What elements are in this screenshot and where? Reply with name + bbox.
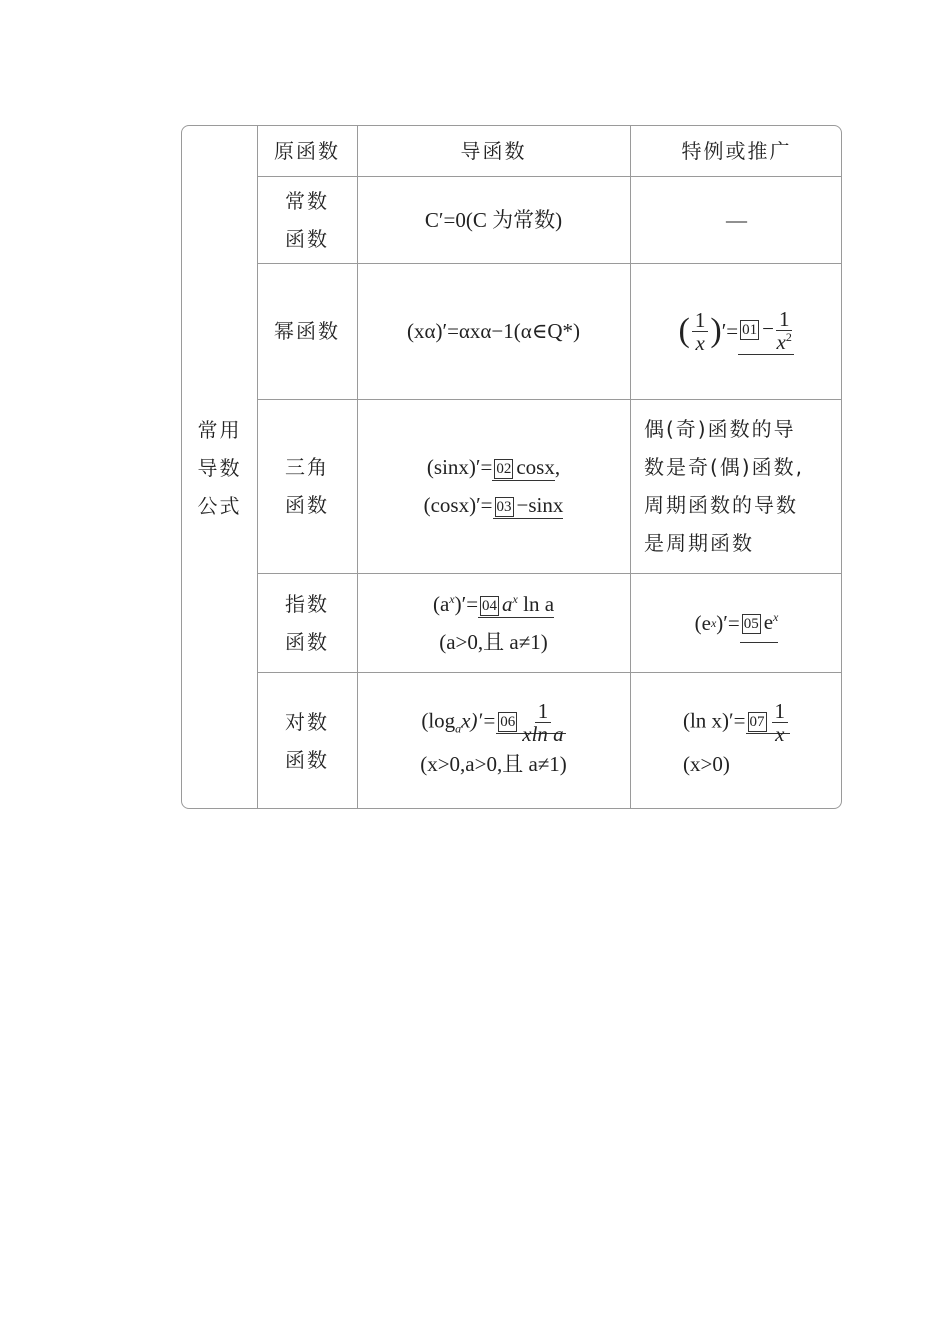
formula-lhs: (e <box>694 610 711 635</box>
formula-line <box>683 700 790 745</box>
row-name-line: 三角 <box>285 455 329 479</box>
row-power-name: 幂函数 <box>274 319 340 343</box>
row-name-line: 函数 <box>285 629 329 654</box>
formula-line <box>433 585 554 623</box>
category-label <box>182 126 257 810</box>
fraction-numerator: 1 <box>772 700 789 723</box>
answer-blank-05 <box>740 603 779 643</box>
row-power-special <box>630 263 843 399</box>
answer-base: e <box>763 609 774 634</box>
row-exponential-derivative <box>357 573 630 672</box>
row-exponential-name <box>257 573 357 672</box>
row-name-line: 常数 <box>285 188 329 213</box>
answer-blank-03 <box>493 493 564 519</box>
condition: (a>0,且 a≠1) <box>439 629 548 654</box>
fraction-denominator: xln a <box>522 721 564 746</box>
special-line: 是周期函数 <box>644 531 754 555</box>
answer-blank-01 <box>738 308 794 355</box>
derivative-formula-table <box>181 125 842 809</box>
row-constant-derivative: C′=0(C 为常数) <box>424 207 563 232</box>
paren-close: ) <box>710 312 722 349</box>
category-line: 导数 <box>197 456 242 480</box>
special-line: 周期函数的导数 <box>644 493 798 517</box>
formula-lhs: (ln x)′= <box>682 707 746 732</box>
formula-lhs: (a <box>432 591 450 616</box>
row-name-line: 函数 <box>285 226 329 251</box>
formula-lhs-end: )′= <box>454 591 479 616</box>
row-trig-derivative <box>357 399 630 573</box>
exponent: x <box>449 591 455 606</box>
fraction-numerator: 1 <box>692 309 709 332</box>
exponent: x <box>512 591 518 606</box>
formula-lhs: (cosx)′= <box>423 493 493 517</box>
formula-lhs-end: )′= <box>716 610 740 635</box>
row-name-line: 函数 <box>285 748 329 772</box>
answer-base: a <box>502 591 513 616</box>
header-original-function: 原函数 <box>274 139 340 163</box>
fraction-denominator: x <box>775 721 785 746</box>
formula-line <box>421 700 565 745</box>
fraction <box>776 308 793 353</box>
row-logarithmic-name <box>257 672 357 810</box>
log-base: a <box>455 721 462 735</box>
answer-number: 04 <box>482 597 498 614</box>
special-line: 数是奇(偶)函数, <box>644 455 804 479</box>
fraction <box>522 700 563 745</box>
formula-lhs: (sinx)′= <box>426 455 493 479</box>
fraction-denominator-wrap <box>777 331 792 353</box>
fraction-numerator: 1 <box>776 308 793 331</box>
formula-tail: , <box>554 455 561 479</box>
fraction <box>692 309 709 354</box>
row-logarithmic-special <box>630 672 843 810</box>
fraction <box>772 700 789 745</box>
row-constant-name <box>257 176 357 263</box>
category-line: 常用 <box>197 418 242 442</box>
special-line: 偶(奇)函数的导 <box>644 417 796 441</box>
answer-blank-07 <box>746 698 791 746</box>
answer-blank-04 <box>478 592 554 618</box>
exponent: x <box>773 609 779 624</box>
row-name-line: 指数 <box>285 591 329 616</box>
header-special-case: 特例或推广 <box>681 139 792 163</box>
answer-number: 02 <box>496 461 512 478</box>
condition: (x>0) <box>682 751 730 776</box>
answer-blank-02 <box>492 455 555 481</box>
paren-open: ( <box>678 312 690 349</box>
answer-number: 03 <box>496 499 512 516</box>
minus-sign: − <box>762 315 774 340</box>
exponent: 2 <box>785 329 792 344</box>
answer-text: −sinx <box>516 493 564 517</box>
answer-text: cosx <box>516 455 555 479</box>
answer-number: 05 <box>743 615 759 632</box>
formula-line <box>424 486 564 524</box>
row-constant-special: — <box>726 207 747 232</box>
row-trig-special <box>630 399 843 573</box>
row-trig-name <box>257 399 357 573</box>
row-name-line: 对数 <box>285 710 329 734</box>
row-name-line: 函数 <box>285 493 329 517</box>
category-line: 公式 <box>197 494 242 518</box>
prime-equals: ′= <box>721 319 739 343</box>
header-derivative: 导函数 <box>460 139 527 163</box>
fraction-denominator: x <box>695 330 705 355</box>
formula-lhs: (log <box>421 707 456 732</box>
answer-number: 01 <box>742 322 758 338</box>
row-logarithmic-derivative <box>357 672 630 810</box>
row-exponential-special: (e x )′= 05 $e^x$ <box>630 573 843 672</box>
answer-number: 07 <box>749 714 765 730</box>
answer-blank-06 <box>496 698 565 746</box>
fraction-denominator: x <box>776 329 786 354</box>
formula-lhs-end: x)′= <box>461 707 497 732</box>
condition: (x>0,a>0,且 a≠1) <box>420 751 567 776</box>
answer-number: 06 <box>500 714 516 730</box>
formula-line <box>427 448 560 486</box>
fraction-numerator: 1 <box>535 700 552 723</box>
answer-rest: ln a <box>523 591 555 616</box>
row-power-derivative: (xα)′=αxα−1(α∈Q*) <box>407 319 580 343</box>
